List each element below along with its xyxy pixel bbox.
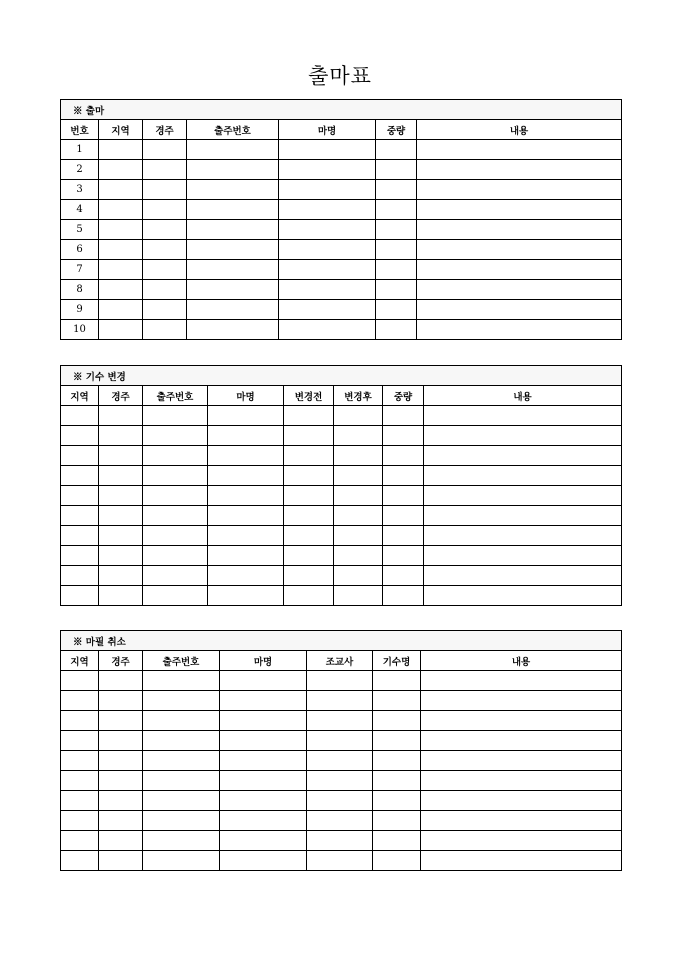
form-cell[interactable]	[279, 320, 376, 340]
form-cell[interactable]	[61, 751, 99, 771]
form-cell[interactable]	[208, 526, 284, 546]
form-cell[interactable]	[99, 731, 143, 751]
form-cell[interactable]	[383, 426, 424, 446]
column-header: 변경전	[284, 386, 334, 406]
form-cell[interactable]	[208, 406, 284, 426]
form-cell[interactable]	[424, 526, 622, 546]
form-cell[interactable]	[307, 691, 373, 711]
form-cell[interactable]	[99, 586, 143, 606]
form-cell[interactable]	[143, 406, 208, 426]
form-cell[interactable]	[284, 586, 334, 606]
column-header-row	[61, 651, 622, 671]
form-cell[interactable]	[376, 220, 417, 240]
form-cell[interactable]	[99, 140, 143, 160]
form-cell[interactable]	[220, 831, 307, 851]
table-row	[61, 320, 622, 340]
form-cell[interactable]	[383, 406, 424, 426]
form-cell[interactable]	[307, 731, 373, 751]
table-row	[61, 711, 622, 731]
form-cell[interactable]	[279, 220, 376, 240]
form-cell[interactable]	[143, 791, 220, 811]
form-cell[interactable]	[220, 751, 307, 771]
form-cell[interactable]	[334, 586, 383, 606]
form-cell[interactable]	[187, 300, 279, 320]
form-cell[interactable]	[421, 851, 622, 871]
form-cell[interactable]	[279, 300, 376, 320]
form-cell[interactable]	[307, 851, 373, 871]
form-cell[interactable]	[99, 506, 143, 526]
column-header: 마명	[220, 651, 307, 671]
form-cell[interactable]	[284, 406, 334, 426]
table-row	[61, 811, 622, 831]
form-cell[interactable]	[334, 426, 383, 446]
form-cell[interactable]	[424, 426, 622, 446]
section-header-row	[61, 100, 622, 120]
form-cell[interactable]	[143, 671, 220, 691]
table-row	[61, 220, 622, 240]
form-cell[interactable]	[417, 260, 622, 280]
form-cell[interactable]	[143, 220, 187, 240]
form-cell[interactable]	[383, 486, 424, 506]
entry-section	[60, 99, 621, 340]
column-header: 경주	[99, 386, 143, 406]
form-cell[interactable]	[220, 851, 307, 871]
form-cell[interactable]	[383, 566, 424, 586]
form-cell[interactable]	[373, 671, 421, 691]
column-header: 내용	[424, 386, 622, 406]
column-header: 마명	[279, 120, 376, 140]
form-cell[interactable]	[424, 446, 622, 466]
form-cell[interactable]	[421, 691, 622, 711]
form-cell[interactable]	[99, 771, 143, 791]
page-title: 출마표	[308, 64, 372, 88]
table-row	[61, 566, 622, 586]
form-cell[interactable]	[373, 791, 421, 811]
form-cell[interactable]	[143, 446, 208, 466]
form-cell[interactable]	[143, 240, 187, 260]
form-cell[interactable]	[143, 466, 208, 486]
form-cell[interactable]	[279, 240, 376, 260]
form-cell[interactable]	[61, 851, 99, 871]
form-cell[interactable]	[279, 260, 376, 280]
form-cell[interactable]	[424, 466, 622, 486]
column-header: 조교사	[307, 651, 373, 671]
form-cell[interactable]	[143, 851, 220, 871]
form-cell[interactable]	[284, 426, 334, 446]
form-cell[interactable]	[143, 280, 187, 300]
form-cell[interactable]	[143, 546, 208, 566]
form-cell[interactable]	[279, 200, 376, 220]
form-cell[interactable]	[187, 160, 279, 180]
form-cell[interactable]	[376, 260, 417, 280]
form-cell[interactable]	[208, 506, 284, 526]
form-cell[interactable]	[143, 691, 220, 711]
form-cell[interactable]	[421, 671, 622, 691]
form-cell[interactable]	[334, 546, 383, 566]
form-cell[interactable]	[307, 771, 373, 791]
form-cell[interactable]	[383, 446, 424, 466]
form-cell[interactable]	[61, 566, 99, 586]
form-cell[interactable]	[143, 751, 220, 771]
form-cell[interactable]	[220, 691, 307, 711]
column-header-row	[61, 120, 622, 140]
form-cell[interactable]	[61, 791, 99, 811]
form-cell[interactable]	[373, 711, 421, 731]
form-cell[interactable]	[99, 406, 143, 426]
form-cell[interactable]	[220, 791, 307, 811]
form-cell[interactable]	[208, 546, 284, 566]
form-cell[interactable]	[99, 200, 143, 220]
column-header: 중량	[383, 386, 424, 406]
column-header: 지역	[99, 120, 143, 140]
form-cell[interactable]	[424, 586, 622, 606]
form-cell[interactable]	[143, 771, 220, 791]
form-cell[interactable]	[143, 180, 187, 200]
table-row	[61, 691, 622, 711]
form-cell[interactable]	[61, 506, 99, 526]
form-cell[interactable]	[376, 140, 417, 160]
form-cell[interactable]	[417, 320, 622, 340]
form-cell[interactable]	[383, 466, 424, 486]
form-cell[interactable]	[61, 731, 99, 751]
form-cell[interactable]	[99, 280, 143, 300]
form-cell[interactable]	[99, 486, 143, 506]
form-cell[interactable]	[383, 526, 424, 546]
form-cell[interactable]	[279, 140, 376, 160]
form-cell[interactable]	[143, 566, 208, 586]
form-cell[interactable]	[61, 671, 99, 691]
form-cell[interactable]	[187, 260, 279, 280]
form-cell[interactable]	[421, 831, 622, 851]
form-cell[interactable]	[99, 426, 143, 446]
horse-cancel-section	[60, 630, 621, 871]
row-number: 4	[61, 200, 99, 220]
form-cell[interactable]	[61, 546, 99, 566]
column-header: 지역	[61, 386, 99, 406]
form-cell[interactable]	[334, 406, 383, 426]
form-cell[interactable]	[99, 220, 143, 240]
form-cell[interactable]	[284, 546, 334, 566]
form-cell[interactable]	[421, 711, 622, 731]
form-cell[interactable]	[99, 300, 143, 320]
form-cell[interactable]	[99, 260, 143, 280]
form-cell[interactable]	[373, 851, 421, 871]
row-number: 7	[61, 260, 99, 280]
form-cell[interactable]	[383, 546, 424, 566]
table-row	[61, 731, 622, 751]
form-cell[interactable]	[99, 691, 143, 711]
form-cell[interactable]	[99, 466, 143, 486]
row-number: 6	[61, 240, 99, 260]
form-cell[interactable]	[99, 320, 143, 340]
form-cell[interactable]	[424, 406, 622, 426]
entry-table	[60, 99, 622, 340]
form-cell[interactable]	[187, 180, 279, 200]
form-cell[interactable]	[376, 280, 417, 300]
column-header: 내용	[417, 120, 622, 140]
form-cell[interactable]	[187, 320, 279, 340]
table-row	[61, 586, 622, 606]
form-cell[interactable]	[421, 791, 622, 811]
form-cell[interactable]	[383, 506, 424, 526]
horse-cancel-table	[60, 630, 622, 871]
form-cell[interactable]	[421, 811, 622, 831]
table-row	[61, 546, 622, 566]
form-cell[interactable]	[334, 486, 383, 506]
table-row	[61, 280, 622, 300]
jockey-change-table	[60, 365, 622, 606]
table-row	[61, 426, 622, 446]
form-cell[interactable]	[187, 280, 279, 300]
form-cell[interactable]	[284, 486, 334, 506]
form-cell[interactable]	[417, 180, 622, 200]
section-header-row	[61, 366, 622, 386]
column-header: 내용	[421, 651, 622, 671]
column-header: 중량	[376, 120, 417, 140]
form-cell[interactable]	[417, 240, 622, 260]
column-header: 마명	[208, 386, 284, 406]
table-row	[61, 406, 622, 426]
form-cell[interactable]	[99, 851, 143, 871]
form-cell[interactable]	[307, 711, 373, 731]
form-cell[interactable]	[424, 486, 622, 506]
column-header: 기수명	[373, 651, 421, 671]
form-cell[interactable]	[279, 180, 376, 200]
column-header-row	[61, 386, 622, 406]
form-cell[interactable]	[373, 731, 421, 751]
table-row	[61, 486, 622, 506]
form-cell[interactable]	[61, 466, 99, 486]
form-cell[interactable]	[284, 506, 334, 526]
form-cell[interactable]	[424, 566, 622, 586]
table-row	[61, 771, 622, 791]
table-row	[61, 851, 622, 871]
form-cell[interactable]	[307, 751, 373, 771]
form-cell[interactable]	[424, 506, 622, 526]
table-row	[61, 160, 622, 180]
form-cell[interactable]	[373, 751, 421, 771]
jockey-change-rows	[61, 406, 622, 606]
form-cell[interactable]	[143, 586, 208, 606]
form-cell[interactable]	[143, 486, 208, 506]
form-cell[interactable]	[99, 831, 143, 851]
form-cell[interactable]	[373, 811, 421, 831]
form-cell[interactable]	[220, 731, 307, 751]
form-cell[interactable]	[220, 711, 307, 731]
table-row	[61, 671, 622, 691]
form-cell[interactable]	[143, 260, 187, 280]
row-number: 9	[61, 300, 99, 320]
form-cell[interactable]	[99, 811, 143, 831]
form-cell[interactable]	[417, 200, 622, 220]
form-cell[interactable]	[208, 466, 284, 486]
form-cell[interactable]	[376, 240, 417, 260]
column-header: 지역	[61, 651, 99, 671]
form-cell[interactable]	[99, 566, 143, 586]
section-header: ※ 마필 취소	[61, 631, 622, 651]
jockey-change-section	[60, 365, 621, 606]
form-cell[interactable]	[143, 506, 208, 526]
table-row	[61, 506, 622, 526]
form-cell[interactable]	[373, 771, 421, 791]
form-cell[interactable]	[284, 446, 334, 466]
table-row	[61, 240, 622, 260]
section-header: ※ 출마	[61, 100, 622, 120]
table-row	[61, 446, 622, 466]
form-cell[interactable]	[417, 160, 622, 180]
form-cell[interactable]	[99, 711, 143, 731]
table-row	[61, 200, 622, 220]
form-cell[interactable]	[208, 586, 284, 606]
form-cell[interactable]	[143, 160, 187, 180]
form-cell[interactable]	[99, 751, 143, 771]
table-row	[61, 751, 622, 771]
form-cell[interactable]	[61, 446, 99, 466]
form-cell[interactable]	[143, 300, 187, 320]
form-cell[interactable]	[279, 280, 376, 300]
form-cell[interactable]	[307, 671, 373, 691]
form-cell[interactable]	[99, 446, 143, 466]
column-header: 번호	[61, 120, 99, 140]
form-cell[interactable]	[99, 546, 143, 566]
form-cell[interactable]	[61, 811, 99, 831]
form-cell[interactable]	[99, 160, 143, 180]
row-number: 10	[61, 320, 99, 340]
form-cell[interactable]	[376, 200, 417, 220]
form-cell[interactable]	[373, 831, 421, 851]
form-cell[interactable]	[99, 791, 143, 811]
form-cell[interactable]	[424, 546, 622, 566]
form-cell[interactable]	[284, 526, 334, 546]
form-cell[interactable]	[143, 731, 220, 751]
row-number: 8	[61, 280, 99, 300]
form-cell[interactable]	[99, 180, 143, 200]
form-cell[interactable]	[99, 526, 143, 546]
form-cell[interactable]	[373, 691, 421, 711]
form-cell[interactable]	[334, 446, 383, 466]
form-cell[interactable]	[376, 300, 417, 320]
form-cell[interactable]	[187, 220, 279, 240]
form-cell[interactable]	[143, 320, 187, 340]
form-cell[interactable]	[208, 446, 284, 466]
form-cell[interactable]	[417, 300, 622, 320]
form-cell[interactable]	[376, 180, 417, 200]
form-cell[interactable]	[61, 526, 99, 546]
form-cell[interactable]	[61, 691, 99, 711]
form-cell[interactable]	[334, 466, 383, 486]
form-cell[interactable]	[376, 320, 417, 340]
form-cell[interactable]	[143, 140, 187, 160]
form-cell[interactable]	[61, 831, 99, 851]
form-cell[interactable]	[143, 831, 220, 851]
table-row	[61, 300, 622, 320]
form-cell[interactable]	[307, 791, 373, 811]
form-cell[interactable]	[417, 280, 622, 300]
form-cell[interactable]	[284, 466, 334, 486]
column-header: 변경후	[334, 386, 383, 406]
form-cell[interactable]	[421, 731, 622, 751]
form-cell[interactable]	[187, 240, 279, 260]
form-cell[interactable]	[143, 200, 187, 220]
form-cell[interactable]	[421, 771, 622, 791]
form-cell[interactable]	[61, 486, 99, 506]
table-row	[61, 180, 622, 200]
form-cell[interactable]	[208, 426, 284, 446]
form-cell[interactable]	[421, 751, 622, 771]
form-cell[interactable]	[208, 486, 284, 506]
form-cell[interactable]	[334, 526, 383, 546]
row-number: 1	[61, 140, 99, 160]
form-cell[interactable]	[284, 566, 334, 586]
column-header: 출주번호	[143, 386, 208, 406]
form-cell[interactable]	[220, 771, 307, 791]
form-cell[interactable]	[220, 671, 307, 691]
form-cell[interactable]	[307, 811, 373, 831]
horse-cancel-rows	[61, 671, 622, 871]
table-row	[61, 526, 622, 546]
row-number: 3	[61, 180, 99, 200]
column-header: 출주번호	[143, 651, 220, 671]
form-cell[interactable]	[143, 711, 220, 731]
row-number: 2	[61, 160, 99, 180]
table-row	[61, 791, 622, 811]
form-cell[interactable]	[143, 426, 208, 446]
form-cell[interactable]	[417, 140, 622, 160]
form-cell[interactable]	[334, 506, 383, 526]
form-cell[interactable]	[208, 566, 284, 586]
column-header: 출주번호	[187, 120, 279, 140]
column-header: 경주	[143, 120, 187, 140]
form-cell[interactable]	[61, 406, 99, 426]
form-cell[interactable]	[99, 240, 143, 260]
form-cell[interactable]	[187, 200, 279, 220]
row-number: 5	[61, 220, 99, 240]
form-cell[interactable]	[61, 771, 99, 791]
section-header: ※ 기수 변경	[61, 366, 622, 386]
form-cell[interactable]	[307, 831, 373, 851]
section-header-row	[61, 631, 622, 651]
form-cell[interactable]	[334, 566, 383, 586]
table-row	[61, 260, 622, 280]
form-cell[interactable]	[279, 160, 376, 180]
form-cell[interactable]	[99, 671, 143, 691]
form-cell[interactable]	[61, 426, 99, 446]
table-row	[61, 831, 622, 851]
form-cell[interactable]	[220, 811, 307, 831]
form-cell[interactable]	[187, 140, 279, 160]
table-row	[61, 140, 622, 160]
form-cell[interactable]	[61, 711, 99, 731]
form-cell[interactable]	[143, 811, 220, 831]
column-header: 경주	[99, 651, 143, 671]
form-cell[interactable]	[383, 586, 424, 606]
form-cell[interactable]	[417, 220, 622, 240]
form-cell[interactable]	[61, 586, 99, 606]
form-cell[interactable]	[143, 526, 208, 546]
table-row	[61, 466, 622, 486]
entry-rows	[61, 140, 622, 340]
form-cell[interactable]	[376, 160, 417, 180]
